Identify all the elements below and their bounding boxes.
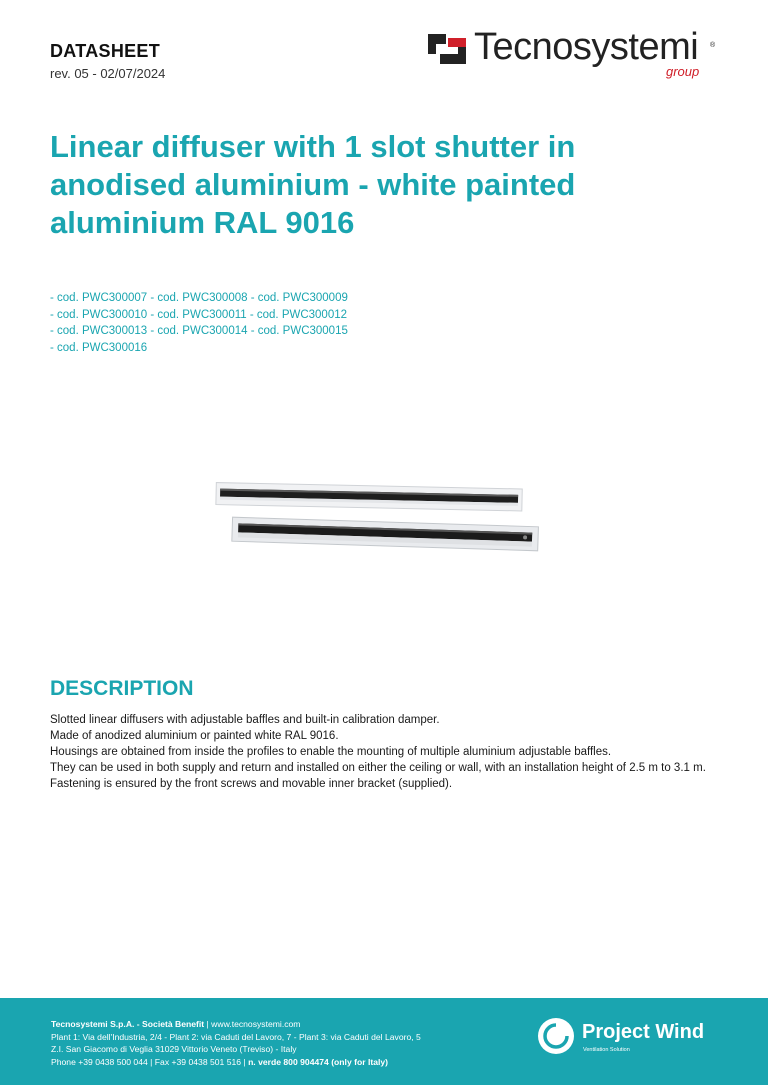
tecnosystemi-logo [428, 28, 728, 84]
description-body [50, 712, 730, 792]
code-line: - cod. PWC300016 [50, 341, 148, 354]
doc-type: DATASHEET [50, 41, 161, 61]
code-line: - cod. PWC300010 - cod. PWC300011 - cod. PWC300012 [50, 308, 348, 321]
code-line: - cod. PWC300013 - cod. PWC300014 - cod. PWC300015 [50, 325, 348, 337]
footer-fax: Fax +39 0438 501 516 [154, 1056, 242, 1067]
description-heading: DESCRIPTION [50, 677, 194, 700]
description-paragraph: They can be used in both supply and return and installed on either the ceiling or wall, with an installation height of 2.5 m to 3.1 m. [50, 762, 706, 774]
description-paragraph: Housings are obtained from inside the profiles to enable the mounting of multiple aluminium adjustable baffles. [50, 746, 612, 758]
footer-address: Z.I. San Giacomo di Veglia 31029 Vittorio Veneto (Treviso) - Italy [51, 1044, 297, 1055]
project-wind-mark-icon [538, 1018, 574, 1054]
description-paragraph: Made of anodized aluminium or painted white RAL 9016. [50, 730, 339, 742]
product-codes [50, 290, 348, 356]
project-wind-logo [538, 1018, 738, 1062]
footer-phone: Phone +39 0438 500 044 [51, 1056, 148, 1067]
description-paragraph: Fastening is ensured by the front screws and movable inner bracket (supplied). [50, 778, 453, 790]
separator: | [206, 1019, 209, 1029]
footer-plants: Plant 1: Via dell'Industria, 2/4 - Plant 2: via Caduti del Lavoro, 7 - Plant 3: via Caduti del Lavoro, 5 [51, 1031, 421, 1042]
diffuser-bottom [232, 517, 539, 551]
footer-toll-free: n. verde 800 904474 (only for Italy) [248, 1056, 389, 1067]
footer-company: Tecnosystemi S.p.A. - Società Benefit [51, 1019, 205, 1029]
revision-date: rev. 05 - 02/07/2024 [50, 66, 166, 81]
product-title: Linear diffuser with 1 slot shutter in anodised aluminium - white painted aluminium RAL 9016 [50, 129, 576, 240]
tecnosystemi-mark-icon [428, 30, 468, 70]
logo-group: group [666, 64, 700, 79]
diffuser-top [216, 483, 522, 511]
separator: | [150, 1056, 153, 1067]
footer-contacts [51, 1018, 421, 1068]
product-image [210, 480, 550, 565]
registered-mark: ® [710, 42, 716, 49]
separator: | [243, 1056, 246, 1067]
footer-website[interactable]: www.tecnosystemi.com [211, 1019, 301, 1029]
project-wind-name: Project Wind [582, 1021, 705, 1043]
description-paragraph: Slotted linear diffusers with adjustable baffles and built-in calibration damper. [50, 714, 440, 726]
logo-wordmark: Tecnosystemi [474, 26, 699, 68]
project-wind-tagline: Ventilation Solution [583, 1047, 630, 1053]
code-line: - cod. PWC300007 - cod. PWC300008 - cod. PWC300009 [50, 292, 348, 304]
footer [0, 998, 768, 1085]
